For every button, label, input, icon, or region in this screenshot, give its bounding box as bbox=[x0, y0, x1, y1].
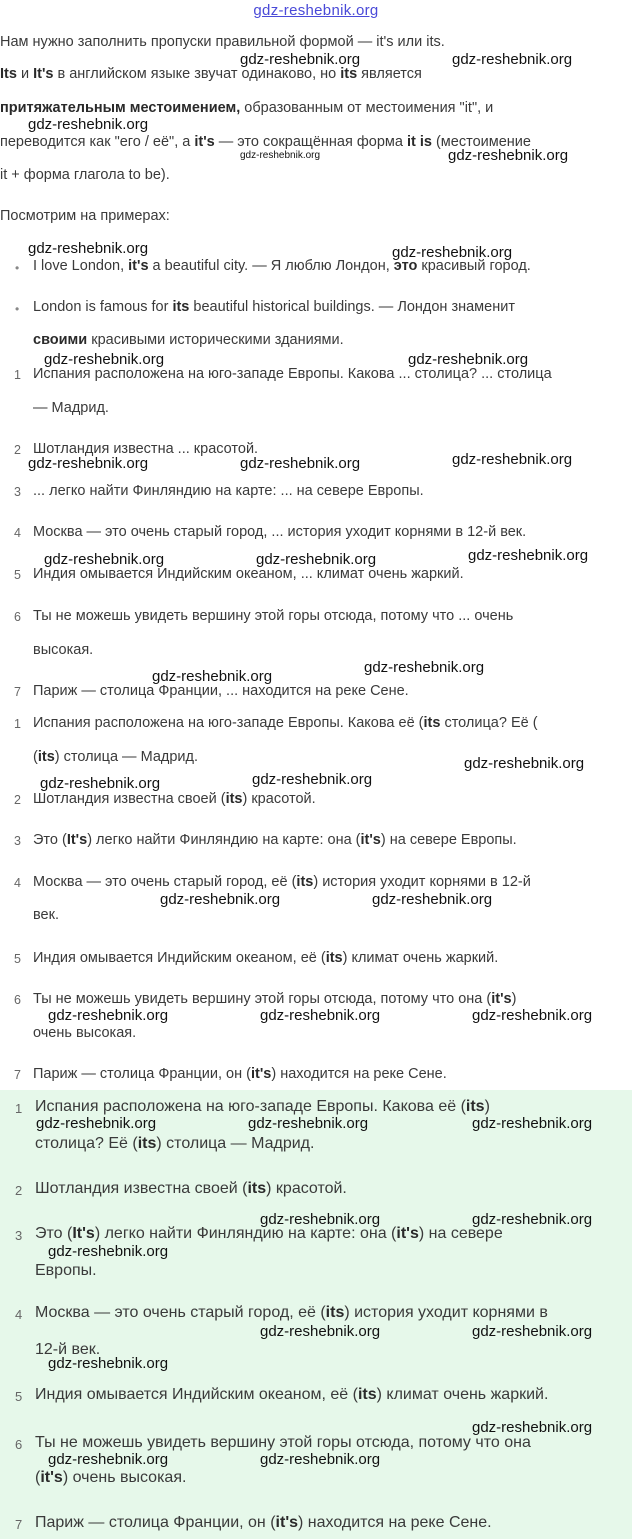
final-number: 7 bbox=[15, 1517, 23, 1532]
final-2: Шотландия известна своей (its) красотой. bbox=[35, 1180, 347, 1197]
bullet-icon: • bbox=[15, 261, 20, 275]
answer-number: 3 bbox=[14, 834, 21, 848]
site-link[interactable]: gdz-reshebnik.org bbox=[253, 2, 379, 19]
watermark: gdz-reshebnik.org bbox=[28, 116, 149, 133]
task-number: 1 bbox=[14, 368, 21, 382]
final-7: Париж — столица Франции, он (it's) находится на реке Сене. bbox=[35, 1514, 492, 1531]
watermark: gdz-reshebnik.org bbox=[468, 547, 589, 564]
task-number: 4 bbox=[14, 526, 21, 540]
watermark: gdz-reshebnik.org bbox=[44, 351, 165, 368]
answer-6-line-2: очень высокая. bbox=[33, 1025, 137, 1041]
task-5: Индия омывается Индийским океаном, ... климат очень жаркий. bbox=[33, 566, 464, 582]
intro-line-6: Посмотрим на примерах: bbox=[0, 208, 170, 224]
final-number: 3 bbox=[15, 1228, 23, 1243]
watermark: gdz-reshebnik.org bbox=[28, 455, 149, 472]
watermark: gdz-reshebnik.org bbox=[364, 659, 485, 676]
watermark: gdz-reshebnik.org bbox=[240, 51, 361, 68]
task-number: 6 bbox=[14, 610, 21, 624]
answer-7: Париж — столица Франции, он (it's) находится на реке Сене. bbox=[33, 1066, 447, 1082]
final-6-line-2: (it's) очень высокая. bbox=[35, 1469, 187, 1486]
watermark: gdz-reshebnik.org bbox=[240, 150, 321, 161]
watermark: gdz-reshebnik.org bbox=[408, 351, 529, 368]
task-7: Париж — столица Франции, ... находится на реке Сене. bbox=[33, 683, 409, 699]
example-2-line-1: London is famous for its beautiful historical buildings. — Лондон знаменит bbox=[33, 299, 515, 315]
example-2-line-2: своими красивыми историческими зданиями. bbox=[33, 332, 344, 348]
watermark: gdz-reshebnik.org bbox=[248, 1115, 369, 1132]
watermark: gdz-reshebnik.org bbox=[452, 451, 573, 468]
watermark: gdz-reshebnik.org bbox=[472, 1419, 593, 1436]
watermark: gdz-reshebnik.org bbox=[472, 1211, 593, 1228]
watermark: gdz-reshebnik.org bbox=[260, 1007, 381, 1024]
watermark: gdz-reshebnik.org bbox=[160, 891, 281, 908]
final-4-line-2: 12-й век. bbox=[35, 1341, 101, 1358]
watermark: gdz-reshebnik.org bbox=[452, 51, 573, 68]
answer-3: Это (It's) легко найти Финляндию на карте: она (it's) на севере Европы. bbox=[33, 832, 517, 848]
task-number: 2 bbox=[14, 443, 21, 457]
final-5: Индия омывается Индийским океаном, её (its) климат очень жаркий. bbox=[35, 1386, 549, 1403]
watermark: gdz-reshebnik.org bbox=[152, 668, 273, 685]
watermark: gdz-reshebnik.org bbox=[260, 1451, 381, 1468]
watermark: gdz-reshebnik.org bbox=[464, 755, 585, 772]
task-number: 7 bbox=[14, 685, 21, 699]
watermark: gdz-reshebnik.org bbox=[48, 1007, 169, 1024]
watermark: gdz-reshebnik.org bbox=[28, 240, 149, 257]
answer-1-line-2: (its) столица — Мадрид. bbox=[33, 749, 199, 765]
watermark: gdz-reshebnik.org bbox=[372, 891, 493, 908]
intro-line-1: Нам нужно заполнить пропуски правильной формой — it's или its. bbox=[0, 34, 445, 50]
watermark: gdz-reshebnik.org bbox=[472, 1323, 593, 1340]
task-3: ... легко найти Финляндию на карте: ... на севере Европы. bbox=[33, 483, 424, 499]
final-number: 4 bbox=[15, 1307, 23, 1322]
intro-line-5: it + форма глагола to be). bbox=[0, 167, 170, 183]
watermark: gdz-reshebnik.org bbox=[240, 455, 361, 472]
watermark: gdz-reshebnik.org bbox=[252, 771, 373, 788]
task-1-line-1: Испания расположена на юго-западе Европы. Какова ... столица? ... столица bbox=[33, 366, 552, 382]
watermark: gdz-reshebnik.org bbox=[472, 1115, 593, 1132]
task-6-line-2: высокая. bbox=[33, 642, 94, 658]
final-3-line-1: Это (It's) легко найти Финляндию на карте: она (it's) на севере bbox=[35, 1225, 503, 1242]
final-6-line-1: Ты не можешь увидеть вершину этой горы отсюда, потому что она bbox=[35, 1434, 531, 1451]
watermark: gdz-reshebnik.org bbox=[260, 1323, 381, 1340]
answer-number: 6 bbox=[14, 993, 21, 1007]
final-number: 2 bbox=[15, 1183, 23, 1198]
watermark: gdz-reshebnik.org bbox=[448, 147, 569, 164]
watermark: gdz-reshebnik.org bbox=[48, 1243, 169, 1260]
final-4-line-1: Москва — это очень старый город, её (its) история уходит корнями в bbox=[35, 1304, 548, 1321]
watermark: gdz-reshebnik.org bbox=[44, 551, 165, 568]
answer-2: Шотландия известна своей (its) красотой. bbox=[33, 791, 316, 807]
watermark: gdz-reshebnik.org bbox=[256, 551, 377, 568]
answer-number: 7 bbox=[14, 1068, 21, 1082]
task-number: 3 bbox=[14, 485, 21, 499]
example-1: I love London, it's a beautiful city. — Я люблю Лондон, это красивый город. bbox=[33, 258, 531, 274]
answer-5: Индия омывается Индийским океаном, её (its) климат очень жаркий. bbox=[33, 950, 499, 966]
task-6-line-1: Ты не можешь увидеть вершину этой горы отсюда, потому что ... очень bbox=[33, 608, 514, 624]
bullet-icon: • bbox=[15, 302, 20, 316]
task-1-line-2: — Мадрид. bbox=[33, 400, 109, 416]
final-3-line-2: Европы. bbox=[35, 1262, 97, 1279]
task-2: Шотландия известна ... красотой. bbox=[33, 441, 259, 457]
final-1-line-2: столица? Её (its) столица — Мадрид. bbox=[35, 1135, 315, 1152]
final-number: 6 bbox=[15, 1437, 23, 1452]
intro-line-3: притяжательным местоимением, образованным от местоимения "it", и bbox=[0, 100, 494, 116]
watermark: gdz-reshebnik.org bbox=[392, 244, 513, 261]
final-1-line-1: Испания расположена на юго-западе Европы. Какова её (its) bbox=[35, 1098, 490, 1115]
watermark: gdz-reshebnik.org bbox=[48, 1355, 169, 1372]
answer-4-line-2: век. bbox=[33, 907, 59, 923]
answer-number: 2 bbox=[14, 793, 21, 807]
intro-line-4: переводится как "его / её", а it's — это сокращённая форма it is (местоимение bbox=[0, 134, 531, 150]
intro-line-2: Its и It's в английском языке звучат одинаково, но its является bbox=[0, 66, 422, 82]
answer-number: 5 bbox=[14, 952, 21, 966]
watermark: gdz-reshebnik.org bbox=[36, 1115, 157, 1132]
watermark: gdz-reshebnik.org bbox=[48, 1451, 169, 1468]
task-number: 5 bbox=[14, 568, 21, 582]
answer-1-line-1: Испания расположена на юго-западе Европы. Какова её (its столица? Её ( bbox=[33, 715, 538, 731]
task-4: Москва — это очень старый город, ... история уходит корнями в 12-й век. bbox=[33, 524, 527, 540]
watermark: gdz-reshebnik.org bbox=[40, 775, 161, 792]
answer-4-line-1: Москва — это очень старый город, её (its) история уходит корнями в 12-й bbox=[33, 874, 531, 890]
answer-number: 4 bbox=[14, 876, 21, 890]
watermark: gdz-reshebnik.org bbox=[260, 1211, 381, 1228]
final-number: 1 bbox=[15, 1101, 23, 1116]
final-number: 5 bbox=[15, 1389, 23, 1404]
answer-6-line-1: Ты не можешь увидеть вершину этой горы отсюда, потому что она (it's) bbox=[33, 991, 517, 1007]
answer-number: 1 bbox=[14, 717, 21, 731]
watermark: gdz-reshebnik.org bbox=[472, 1007, 593, 1024]
